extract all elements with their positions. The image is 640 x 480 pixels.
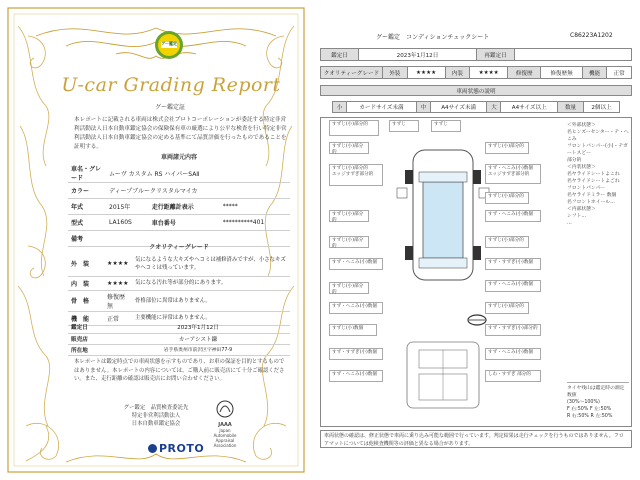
quality-row	[68, 252, 290, 276]
damage-note-box: すず・すずぎ(小)数個	[329, 348, 383, 360]
jaaa-logo	[210, 400, 240, 448]
jaaa-emblem-icon	[210, 400, 240, 418]
jaaa-label: JAAA	[218, 422, 232, 428]
grade-value: 正常	[607, 67, 632, 79]
location-row	[68, 344, 290, 355]
size-label: 小	[333, 102, 347, 113]
condition-notes: ＜外部状態＞ 名ヒンズーセンター・テ・へこみ フロントバンパー(小)・テガートスどー 部分的 ＜内装状態＞ 名ヤライドシートよこれ 名ヤライドシートよごれ フロントバンパー 名ヤライドミラー 数個 名フロントホイール… ＜内部状態＞ シフト… …	[567, 123, 629, 226]
count-label: 数量	[558, 102, 584, 113]
damage-note-box: すずじ(小)部分的 エッジすずぎ部分的	[329, 164, 383, 186]
inspect-date-label: 鑑定日	[68, 322, 106, 333]
steering-wheel-icon	[467, 314, 487, 326]
proto-logo	[148, 442, 204, 455]
damage-note-box: すずじ(小)部分的	[329, 120, 379, 136]
damage-note-box: すずじ(小)部分的	[485, 142, 529, 154]
chassis-label: 車台番号	[149, 215, 220, 231]
damage-note-box: すず・すずぎ(小)数個	[485, 258, 541, 270]
certificate-intro: 本レポートに記載される車両は株式会社プロトコーポレーションが委託する特定非営利活動法人日本自動車鑑定協会の保険保有車の厳選により公平な検査を行い特定非営利活動法人日本自動車鑑定協会の定める基準にて品質評価を行ったものであることを証明する。	[74, 117, 287, 150]
vehicle-row-color	[68, 183, 290, 199]
explanation-header	[320, 85, 632, 96]
quality-stars: 修復歴無	[104, 290, 132, 311]
damage-size-legend	[332, 101, 620, 113]
reinspect-label: 再鑑定日	[477, 49, 515, 61]
quality-label: 骨 格	[68, 290, 104, 311]
grade-value: ★★★★	[407, 67, 445, 79]
vehicle-row-model	[68, 215, 290, 231]
name-label: 車名・グレード	[68, 164, 106, 183]
sheet-disclaimer: 車両状態の確認は、修正状態で車両に乗り込み可能な範囲で行っています。判定結果は走行チェックを行うものではありません。フロアマットについては他検査機関等の評価と異なる場合があります。	[320, 430, 632, 448]
certificate-subtitle: グー鑑定証	[154, 104, 185, 111]
quality-grade-label: クオリティーグレード	[321, 67, 383, 79]
damage-note-box: すず・すずぎ(小)部分的	[485, 324, 541, 336]
jaaa-sub: Japan Automobile Appraisal Association	[213, 428, 237, 448]
size-label: 中	[416, 102, 430, 113]
quality-label: 機 能	[68, 311, 104, 325]
quality-stars: 正常	[104, 311, 132, 325]
badge-label: グー鑑定	[161, 41, 177, 46]
grade-label: 外装	[383, 67, 408, 79]
damage-note-box: すずじ(小)部分的	[485, 236, 529, 248]
grade-value: ★★★★	[470, 67, 508, 79]
location-value: 岩手県奥州市前沢区字神田77-9	[106, 344, 290, 355]
goo-kantei-badge	[154, 30, 184, 60]
model-value: LA160S	[106, 215, 149, 231]
damage-note-box: すずじ(小)部分的	[329, 210, 369, 222]
grade-label: 内装	[445, 67, 470, 79]
damage-note-box: すずじ(小)部分的	[329, 236, 369, 248]
date-label: 鑑定日	[321, 49, 359, 61]
grade-value: 修復歴無	[541, 67, 583, 79]
quality-grade-row	[320, 66, 632, 79]
condition-check-sheet	[318, 6, 634, 474]
damage-note-box: すず・へこみ(小)数個	[485, 210, 541, 222]
damage-note-box: すず・へこみ(小)数個	[329, 258, 383, 270]
proto-mark-icon	[148, 444, 157, 453]
mileage-label: 走行距離計表示	[149, 199, 220, 215]
color-value: ディープブルークリスタルマイカ	[106, 183, 290, 199]
size-desc: A4サイズ未満	[430, 102, 487, 113]
quality-row	[68, 290, 290, 311]
year-label: 年式	[68, 199, 106, 215]
quality-desc: 骨格部位に異常はありません。	[132, 290, 290, 311]
damage-note-box: すず・へこみ(小)数個	[485, 348, 541, 360]
issuer-line-1: グー鑑定 品質検査委託先	[123, 405, 189, 411]
quality-stars: ★★★★	[104, 276, 132, 290]
quality-grade-table	[68, 252, 290, 326]
certificate-title: U-car Grading Report	[61, 74, 281, 96]
grade-label: 機能	[582, 67, 607, 79]
damage-note-box: すずじ	[431, 120, 461, 132]
certificate-notice: 本レポートは鑑定時点での車両状態を示すものであり、お車の保証を目的とするものではありません。本レポートの内容については、ご購入前に販売店にて十分ご確認ください。また、走行距離の確認は販売店にお問い合わせください。	[74, 359, 285, 383]
count-value: 2個以上	[584, 102, 620, 113]
grade-label: 修復歴	[508, 67, 541, 79]
quality-row	[68, 276, 290, 290]
grading-certificate	[6, 6, 306, 474]
damage-note-box: すずじ	[389, 120, 419, 132]
issuer-line-3: 日本自動車鑑定協会	[131, 421, 181, 427]
vehicle-row-year	[68, 199, 290, 215]
damage-note-box: すずじ(小)数個	[329, 324, 377, 336]
quality-desc: 主要機能に异常はありません。	[132, 311, 290, 325]
tire-note: タイヤ残山は鑑定時の測定数値 (30%〜100%) F 右:50% F 左:50% R 右:50% R 左:50%	[567, 382, 629, 422]
quality-stars: ★★★★	[104, 252, 132, 276]
quality-section-title: クオリティーグレード	[149, 244, 209, 251]
damage-note-box: すず・へこみ(小)数個	[485, 280, 541, 292]
mileage-value: *****	[220, 199, 290, 215]
quality-desc: 気になるような大キズやヘコミは補修済みですが、小さなキズやヘコミは残っています。	[132, 252, 290, 276]
damage-note-box: すずじ(小)部分的	[329, 142, 369, 154]
sheet-title: グー鑑定 コンディションチェックシート	[376, 34, 490, 41]
damage-note-box: すず・へこみ(小)数個 エッジすずぎ部分的	[485, 164, 541, 184]
quality-desc: 気になる汚れ等が部分的にあります。	[132, 276, 290, 290]
damage-note-box: すず・へこみ(小)数個	[329, 302, 383, 314]
store-value: カーアシスト鎌	[106, 333, 290, 344]
damage-note-box: しわ・すずぎ 部分的	[485, 370, 541, 382]
location-label: 所在地	[68, 344, 106, 355]
vehicle-info-table	[68, 164, 290, 247]
damage-note-box: すずじ(小)部分的	[329, 282, 369, 294]
color-label: カラー	[68, 183, 106, 199]
year-value: 2015年	[106, 199, 149, 215]
quality-label: 内 装	[68, 276, 104, 290]
vehicle-section-title: 車両諸元内容	[160, 154, 197, 161]
quality-label: 外 装	[68, 252, 104, 276]
date-row	[320, 48, 632, 61]
damage-note-box: すずじ(小)部分的	[485, 192, 529, 204]
issuer-block	[96, 404, 216, 428]
vehicle-row-name	[68, 164, 290, 183]
store-row	[68, 333, 290, 344]
size-label: 大	[487, 102, 501, 113]
inspection-info-table	[68, 322, 290, 356]
explanation-label: 車両状態の説明	[321, 86, 632, 96]
inspect-date-row	[68, 322, 290, 333]
chassis-value: **********401	[220, 215, 290, 231]
damage-note-box: すず・へこみ(小)数個	[329, 370, 383, 382]
inspect-date-value: 2023年1月12日	[106, 322, 290, 333]
sheet-code: C86223A1202	[570, 32, 613, 39]
issuer-line-2: 特定非営利活動法人	[131, 413, 181, 419]
date-value: 2023年1月12日	[359, 49, 477, 61]
reinspect-value	[515, 49, 632, 61]
size-desc: A4サイズ以上	[501, 102, 558, 113]
vehicle-damage-diagram	[320, 117, 632, 427]
name-value: ムーヴ カスタム RS ハイパーSAⅡ	[106, 164, 290, 183]
proto-logo-text: PROTO	[159, 442, 205, 455]
model-label: 型式	[68, 215, 106, 231]
store-label: 販売店	[68, 333, 106, 344]
remarks-label: 備考	[68, 231, 106, 247]
damage-note-box: すずじ(小)部分的	[485, 302, 529, 314]
size-desc: カードサイズ未満	[347, 102, 417, 113]
